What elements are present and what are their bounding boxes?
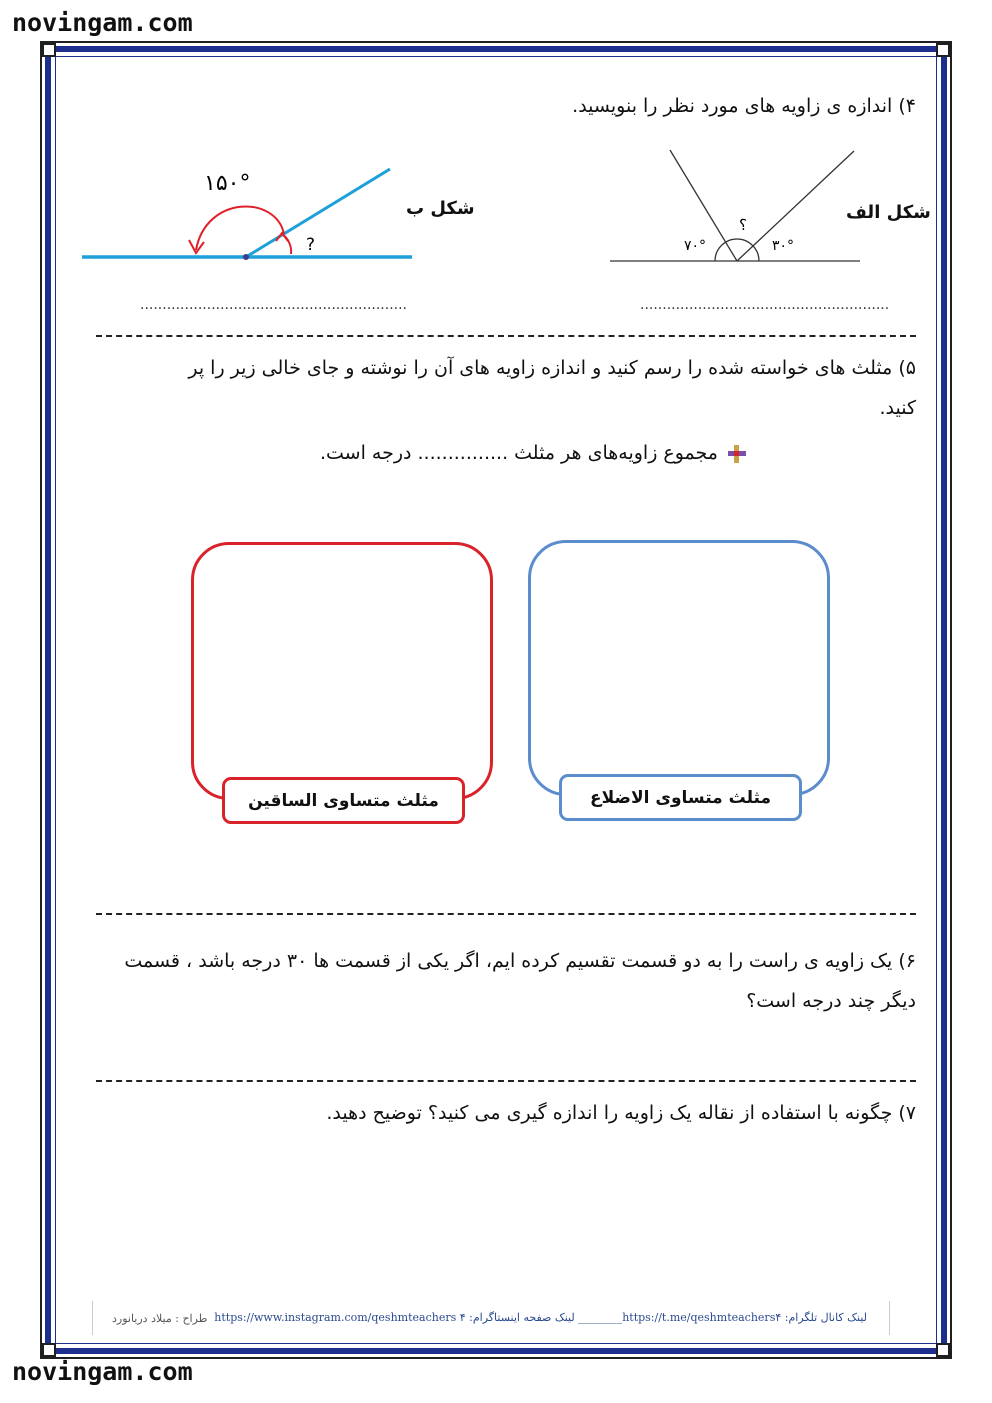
watermark-bottom: novingam.com (12, 1357, 193, 1386)
question-7-text: ۷) چگونه با استفاده از نقاله یک زاویه را اندازه گیری می کنید؟ توضیح دهید. (326, 1102, 916, 1124)
question-4-text: ۴) اندازه ی زاویه های مورد نظر را بنویسید. (572, 95, 916, 117)
figure-be-angle: ۱۵۰° (204, 171, 251, 196)
watermark-top: novingam.com (12, 8, 193, 37)
frame-corner-ornament (42, 1343, 56, 1357)
figure-be-unknown: ? (306, 235, 316, 255)
frame-corner-ornament (936, 43, 950, 57)
figure-alef-angle-right: ۳۰° (772, 238, 795, 254)
section-divider (96, 335, 916, 337)
bullet-star-icon (726, 443, 748, 465)
equilateral-label: مثلث متساوی الاضلاع (559, 774, 802, 821)
question-6-line1: ۶) یک زاویه ی راست را به دو قسمت تقسیم کرده ایم، اگر یکی از قسمت ها ۳۰ درجه باشد ، قسمت (124, 950, 916, 972)
section-divider (96, 913, 916, 915)
figure-be-small-arrowhead (276, 233, 288, 241)
figure-alef-label: شکل الف (846, 202, 931, 223)
figure-alef-angle-arc (715, 239, 759, 261)
triangle-angle-sum-statement: مجموع زاویه‌های هر مثلث ............... درجه است. (319, 442, 718, 464)
question-5-bullet (320, 433, 748, 473)
equilateral-drawing-box[interactable] (528, 540, 830, 796)
question-5-line1: ۵) مثلث های خواسته شده را رسم کنید و اندازه زاویه های آن را نوشته و جای خالی زیر را پر (188, 357, 916, 379)
isosceles-label: مثلث متساوی الساقین (222, 777, 465, 824)
frame-corner-ornament (42, 43, 56, 57)
figure-be-small-arc (282, 234, 291, 254)
figure-be-label: شکل ب (406, 198, 475, 219)
question-6-line2: دیگر چند درجه است؟ (746, 990, 916, 1012)
answer-blank-alef[interactable]: ........................................................ (640, 297, 890, 313)
frame-corner-ornament (936, 1343, 950, 1357)
figure-alef (600, 140, 870, 270)
figure-alef-ray-right (737, 151, 854, 261)
question-5-line2: کنید. (879, 397, 916, 419)
isosceles-drawing-box[interactable] (191, 542, 493, 800)
answer-blank-be[interactable]: ............................................................ (140, 297, 408, 313)
section-divider (96, 1080, 916, 1082)
footer-designer: طراح : میلاد دریانورد (112, 1312, 208, 1325)
figure-alef-unknown: ؟ (739, 216, 747, 234)
figure-alef-angle-left: ۷۰° (684, 238, 707, 254)
footer-links[interactable]: لینک کانال تلگرام: https://t.me/qeshmteachers۴________ لینک صفحه اینستاگرام: https://www.instagram.com/qeshmteachers ۴ (214, 1311, 867, 1324)
figure-be-vertex (243, 254, 249, 260)
figure-be (76, 150, 421, 270)
